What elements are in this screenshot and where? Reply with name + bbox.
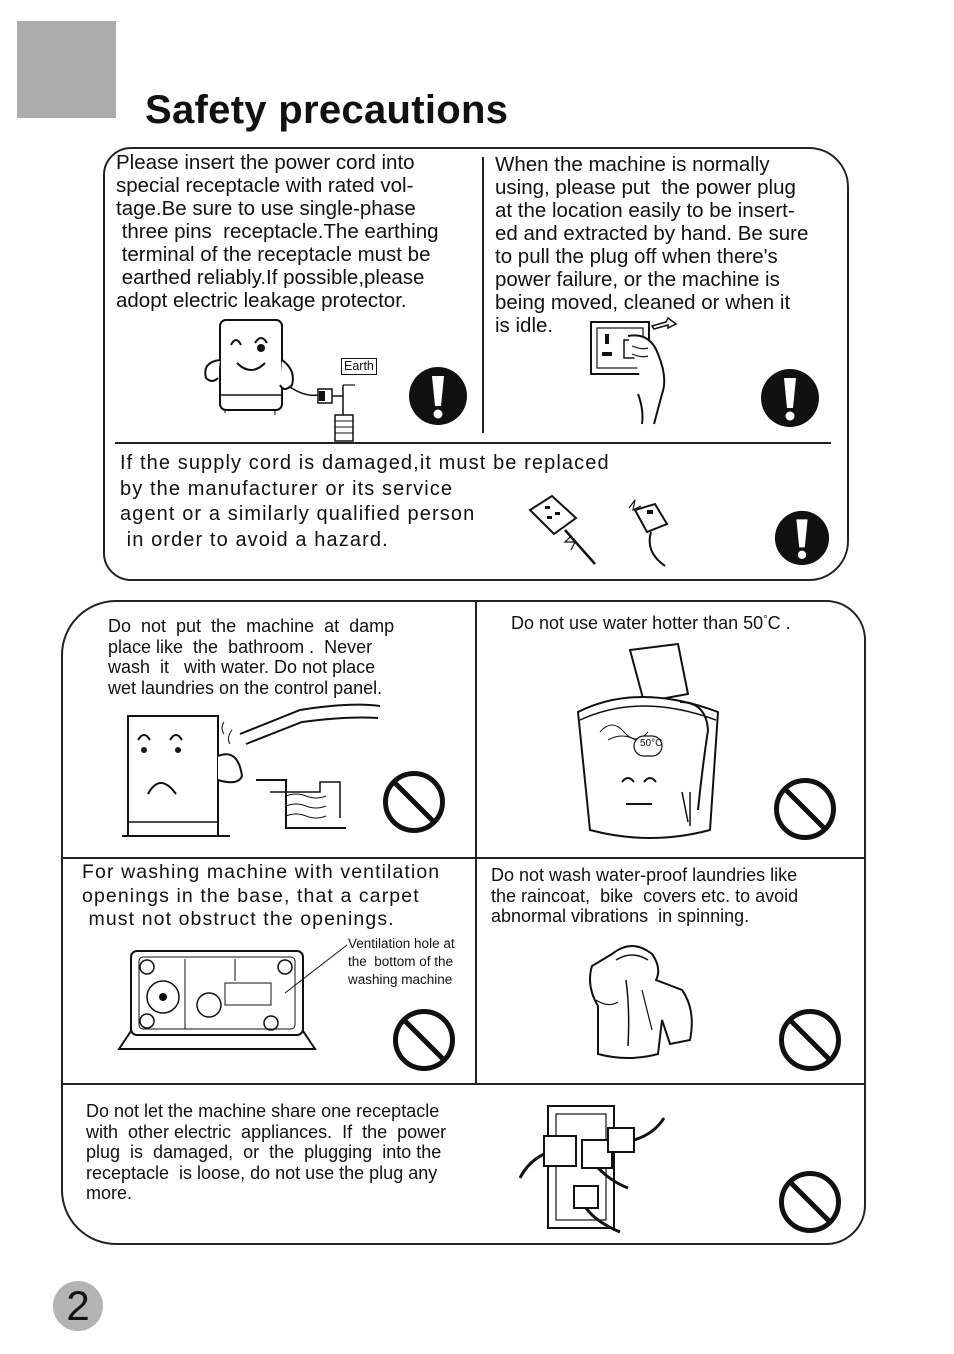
shared-receptacle-warning: Do not let the machine share one receptacle with other electric appliances. If the power plug is damaged, or the plugging into the receptacle is loose, do not use the plug any more.: [86, 1101, 447, 1203]
exclamation-icon: [408, 366, 468, 426]
ventilation-warning: For washing machine with ventilation openings in the base, that a carpet must not obstruct the openings.: [82, 861, 441, 930]
ventilation-hole-label: Ventilation hole at the bottom of the washing machine: [348, 936, 455, 987]
no-entry-icon: [773, 777, 837, 841]
grid-horizontal-divider: [62, 857, 864, 859]
power-plug-instruction: When the machine is normally using, please put the power plug at the location easily to be insert- ed and extracted by hand. Be sure to pull the plug off when there's power failure, or the machine is being moved, cleaned or when it is idle.: [495, 153, 809, 337]
page-number-badge: [53, 1281, 103, 1331]
hot-water-warning: [511, 610, 791, 634]
hot-water-unit: C .: [767, 613, 791, 633]
machine-base-illustration: [115, 945, 355, 1055]
temperature-label: 50°C: [640, 738, 663, 749]
earth-label: Earth: [344, 359, 374, 373]
no-entry-icon: [382, 770, 446, 834]
no-entry-icon: [778, 1170, 842, 1234]
section-color-tab: [17, 21, 116, 118]
no-entry-icon: [778, 1008, 842, 1072]
earth-label-box: [341, 358, 377, 375]
page-title: Safety precautions: [145, 88, 509, 132]
hot-water-text: Do not use water hotter than 50: [511, 613, 764, 633]
grid-vertical-divider: [475, 602, 477, 1083]
power-cord-instruction: Please insert the power cord into special receptacle with rated vol- tage.Be sure to use single-phase three pins receptacle.The earthing terminal of the receptacle must be earthed reliably.If possible,please adopt electric leakage protector.: [116, 151, 439, 312]
exclamation-icon: [774, 510, 830, 566]
damaged-plug-illustration: [525, 490, 685, 575]
page-number: 2: [66, 1282, 90, 1329]
grid-horizontal-divider: [62, 1083, 864, 1085]
damp-place-warning: Do not put the machine at damp place like the bathroom . Never wash it with water. Do not place wet laundries on the control panel.: [108, 616, 395, 698]
hand-unplugging-illustration: [588, 318, 698, 428]
raincoat-illustration: [582, 940, 702, 1060]
overloaded-socket-illustration: [518, 1100, 668, 1235]
vertical-divider: [482, 157, 484, 433]
earthed-machine-illustration: [195, 315, 395, 445]
waterproof-laundry-warning: Do not wash water-proof laundries like the raincoat, bike covers etc. to avoid abnormal vibrations in spinning.: [491, 865, 799, 926]
no-entry-icon: [392, 1008, 456, 1072]
exclamation-icon: [760, 368, 820, 428]
supply-cord-instruction: If the supply cord is damaged,it must be replaced by the manufacturer or its service agent or a similarly qualified person in order to avoid a hazard.: [120, 452, 610, 551]
degree-symbol: °: [763, 614, 768, 626]
washing-with-hose-illustration: [120, 700, 380, 840]
